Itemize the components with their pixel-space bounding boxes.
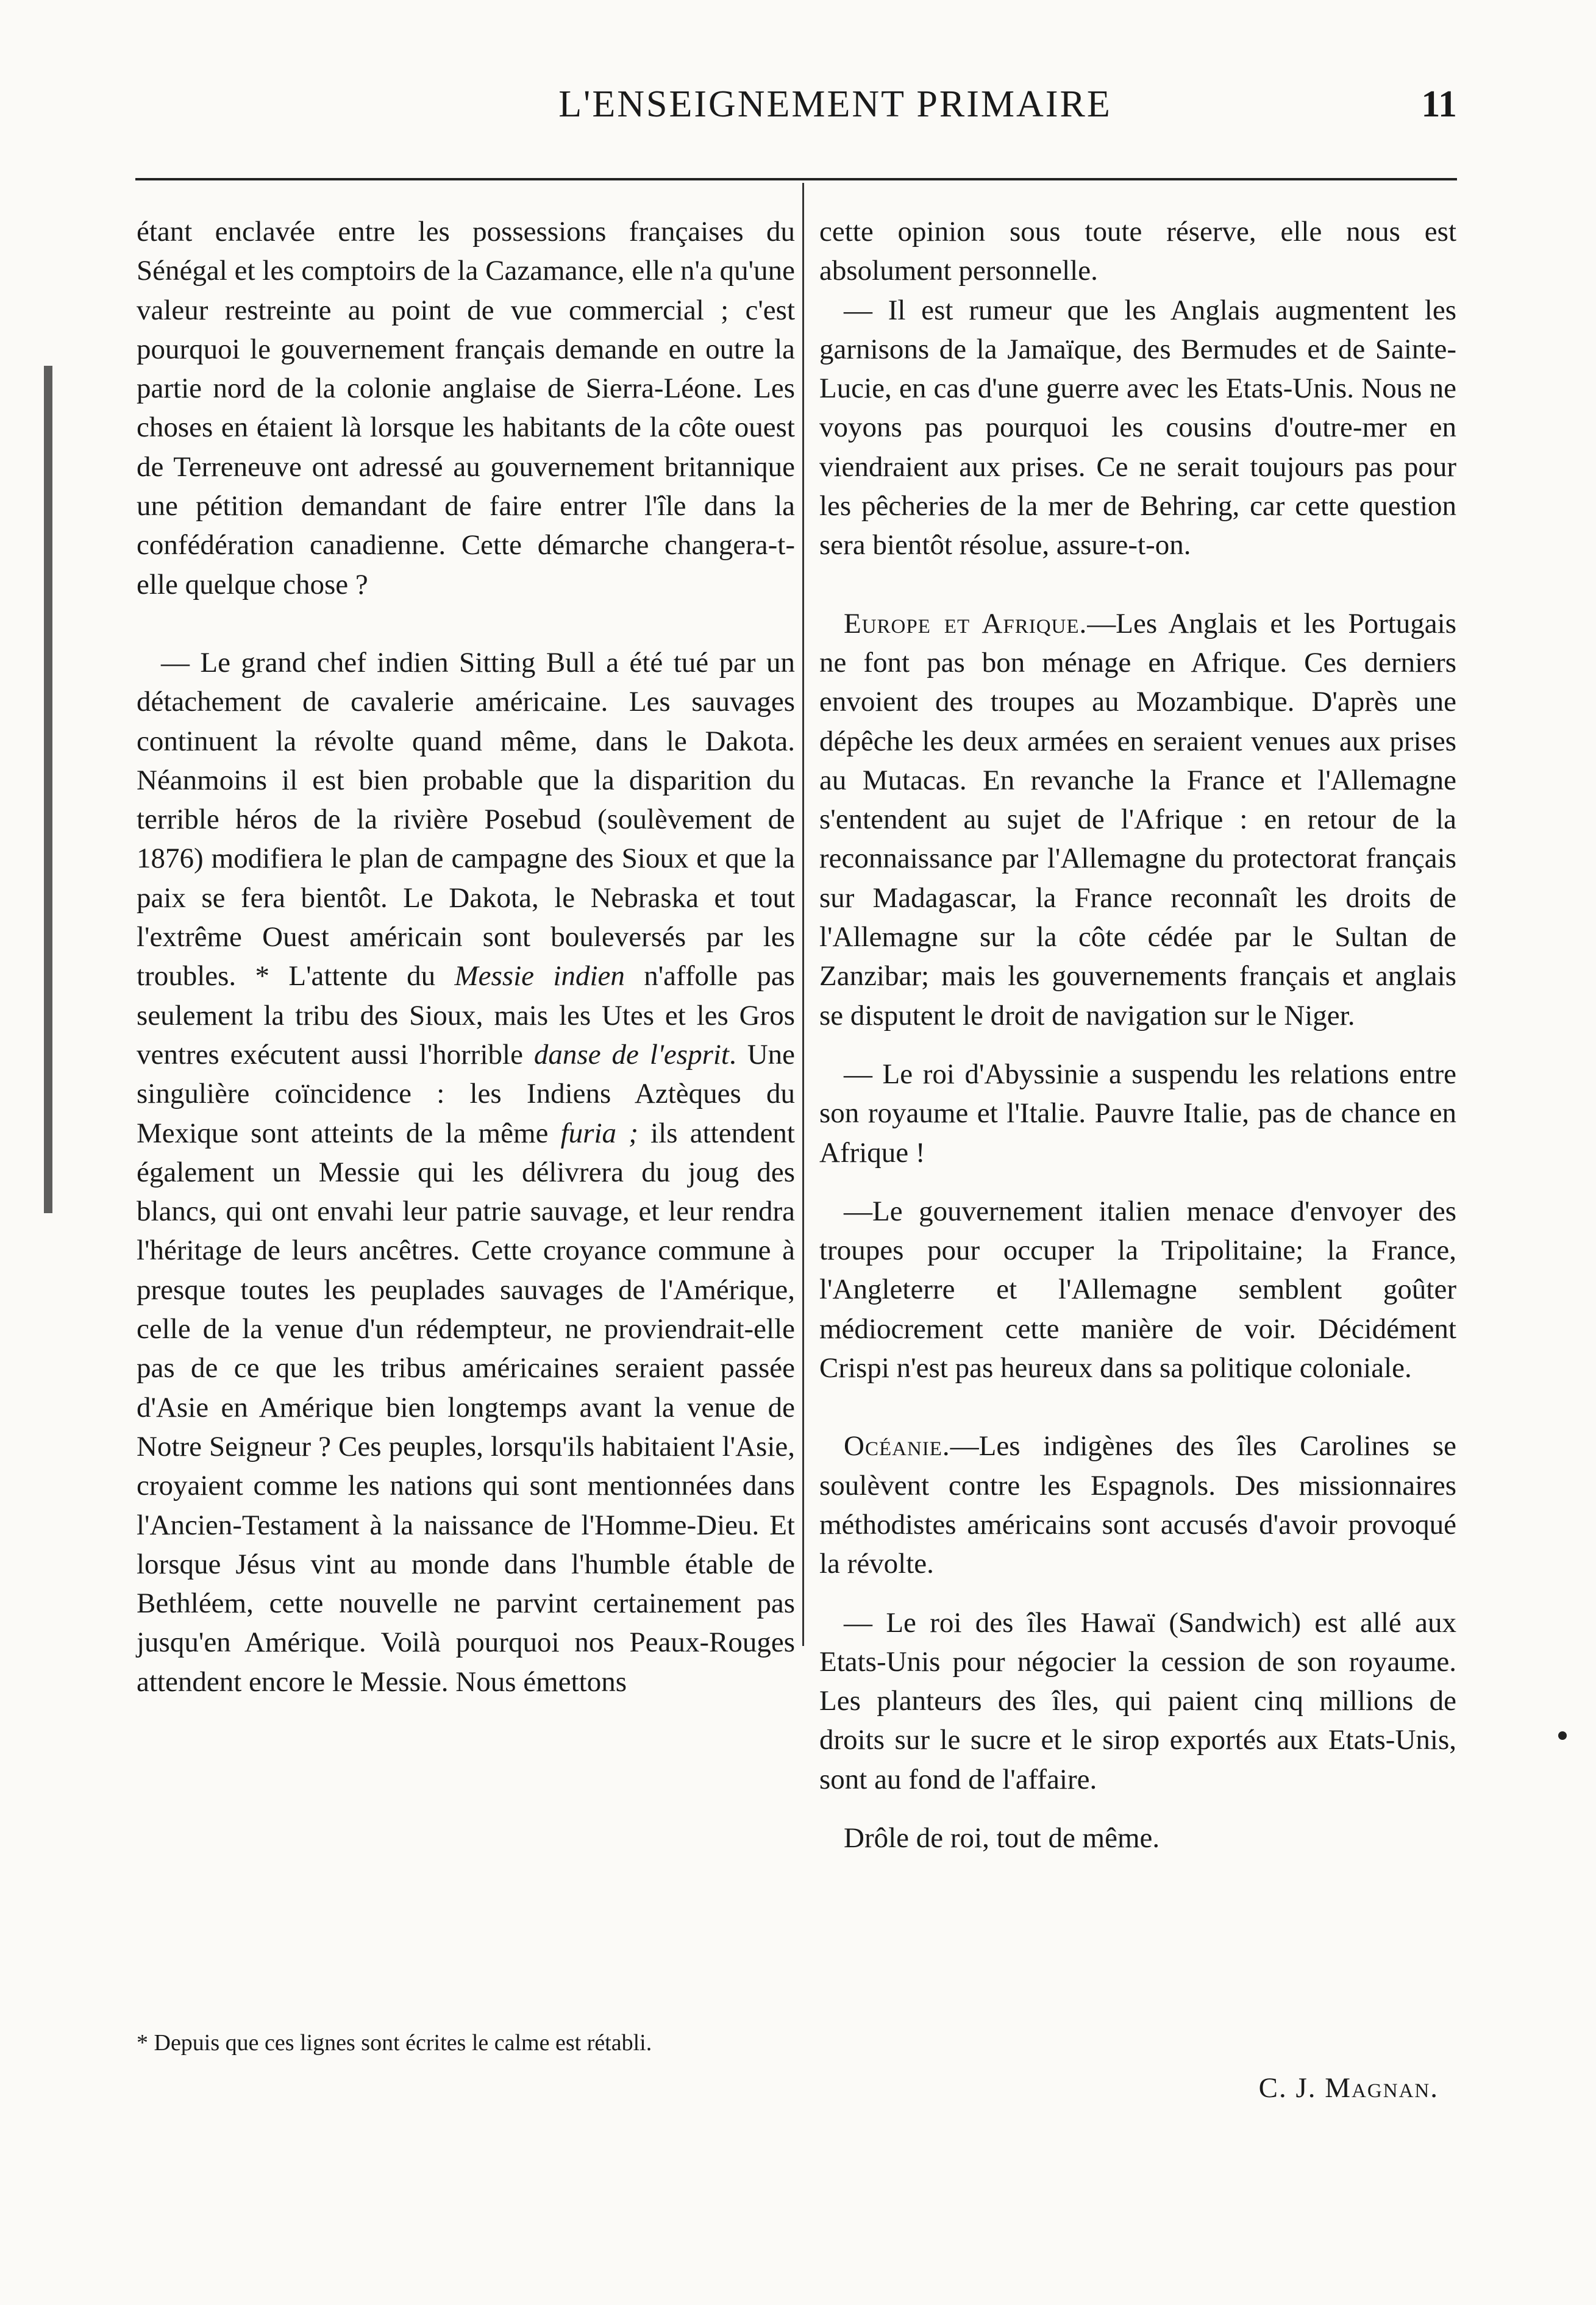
right-paragraph-abyssinie: — Le roi d'Abyssinie a suspendu les relations entre son royaume et l'Italie. Pauvre Italie, pas de chance en Afrique ! (819, 1058, 1456, 1169)
right-paragraph-italie: —Le gouvernement italien menace d'envoyer des troupes pour occuper la Tripolitaine; la France, l'Angleterre et l'Allemagne semblent goûter médiocrement cette manière de voir. Décidément Crispi n'est pas heureux dans sa politique coloniale. (819, 1195, 1456, 1384)
europe-afrique-paragraph (819, 604, 1456, 1035)
left-column (137, 212, 795, 1701)
header-rule (135, 178, 1457, 180)
oceanie-text: —Les indigènes des îles Carolines se soulèvent contre les Espagnols. Des missionnaires méthodistes américains sont accusés d'avoir provoqué la révolte. (819, 1430, 1456, 1580)
right-column (819, 212, 1456, 1858)
sitting-bull-text-mid1: n'affolle pas seulement la tribu des Sioux, mais les Utes et les Gros ventres exécutent aussi l'horrible (137, 960, 795, 1071)
danse-esprit-italic: danse de l'esprit (533, 1038, 729, 1071)
oceanie-paragraph (819, 1427, 1456, 1583)
oceanie-heading: Océanie. (844, 1430, 950, 1462)
margin-dot-mark (1558, 1731, 1567, 1740)
right-paragraph-hawai: — Le roi des îles Hawaï (Sandwich) est allé aux Etats-Unis pour négocier la cession de son royaume. Les planteurs des îles, qui paient cinq millions de droits sur le sucre et le sirop exportés aux Etats-Unis, sont au fond de l'affaire. (819, 1606, 1456, 1795)
europe-afrique-text: —Les Anglais et les Portugais ne font pas bon ménage en Afrique. Ces derniers envoient des troupes au Mozambique. D'après une dépêche les deux armées en seraient venues aux prises au Mutacas. En revanche la France et l'Allemagne s'entendent au sujet de l'Afrique : en retour de la reconnaissance par l'Allemagne du protectorat français sur Madagascar, la France reconnaît les droits de l'Allemagne sur la côte cédée par le Sultan de Zanzibar; mais les gouvernements français et anglais se disputent le droit de navigation sur le Niger. (819, 607, 1456, 1031)
messie-indien-italic: Messie indien (454, 960, 625, 992)
europe-afrique-heading: Europe et Afrique. (844, 607, 1088, 639)
page-number: 11 (1421, 84, 1457, 125)
margin-scan-mark (44, 366, 52, 1213)
sitting-bull-text-end: ils attendent également un Messie qui les délivrera du joug des blancs, qui ont envahi leur patrie sauvage, et leur rendra l'héritage de leurs ancêtres. Cette croyance commune à presque toutes les peuplades sauvages de l'Amérique, celle de la venue d'un rédempteur, ne proviendrait-elle pas de ce que les tribus américaines seraient passée d'Asie en Amérique bien longtemps avant la venue de Notre Seigneur ? Ces peuples, lorsqu'ils habitaient l'Asie, croyaient comme les nations qui sont mentionnées dans l'Ancien-Testament à la naissance de l'Homme-Dieu. Et lorsque Jésus vint au monde dans l'humble étable de Bethléem, cette nouvelle ne parvint certainement pas jusqu'en Amérique. Voilà pourquoi nos Peaux-Rouges attendent encore le Messie. Nous émettons (137, 1117, 795, 1698)
author-signature: C. J. Magnan. (1258, 2072, 1439, 2104)
footnote: * Depuis que ces lignes sont écrites le calme est rétabli. (137, 2030, 652, 2056)
running-title: L'ENSEIGNEMENT PRIMAIRE (558, 84, 1112, 125)
left-paragraph-2 (137, 643, 795, 1701)
left-paragraph-1: étant enclavée entre les possessions françaises du Sénégal et les comptoirs de la Cazamance, elle n'a qu'une valeur restreinte au point de vue commercial ; c'est pourquoi le gouvernement français demande en outre la partie nord de la colonie anglaise de Sierra-Léone. Les choses en étaient là lorsque les habitants de la côte ouest de Terreneuve ont adressé au gouvernement britannique une pétition demandant de faire entrer l'île dans la confédération canadienne. Cette démarche changera-t-elle quelque chose ? (137, 216, 795, 600)
right-paragraph-1: cette opinion sous toute réserve, elle nous est absolument personnelle. (819, 216, 1456, 287)
column-divider (802, 183, 804, 1646)
furia-italic: furia ; (560, 1117, 638, 1149)
sitting-bull-text-start: — Le grand chef indien Sitting Bull a été tué par un détachement de cavalerie américaine. Les sauvages continuent la révolte quand même, dans le Dakota. Néanmoins il est bien probable que la disparition du terrible héros de la rivière Posebud (soulèvement de 1876) modifiera le plan de campagne des Sioux et que la paix se fera bientôt. Le Dakota, le Nebraska et tout l'extrême Ouest américain sont bouleversés par les troubles. * L'attente du (137, 646, 795, 992)
right-paragraph-drole: Drôle de roi, tout de même. (844, 1822, 1160, 1854)
sitting-bull-text-mid2: . Une singulière coïncidence : les Indiens Aztèques du Mexique sont atteints de la même (137, 1038, 796, 1149)
right-paragraph-2: — Il est rumeur que les Anglais augmentent les garnisons de la Jamaïque, des Bermudes et de Sainte-Lucie, en cas d'une guerre avec les Etats-Unis. Nous ne voyons pas pourquoi les cousins d'outre-mer en viendraient aux prises. Ce ne serait toujours pas pour les pêcheries de la mer de Behring, car cette question sera bientôt résolue, assure-t-on. (819, 294, 1456, 561)
